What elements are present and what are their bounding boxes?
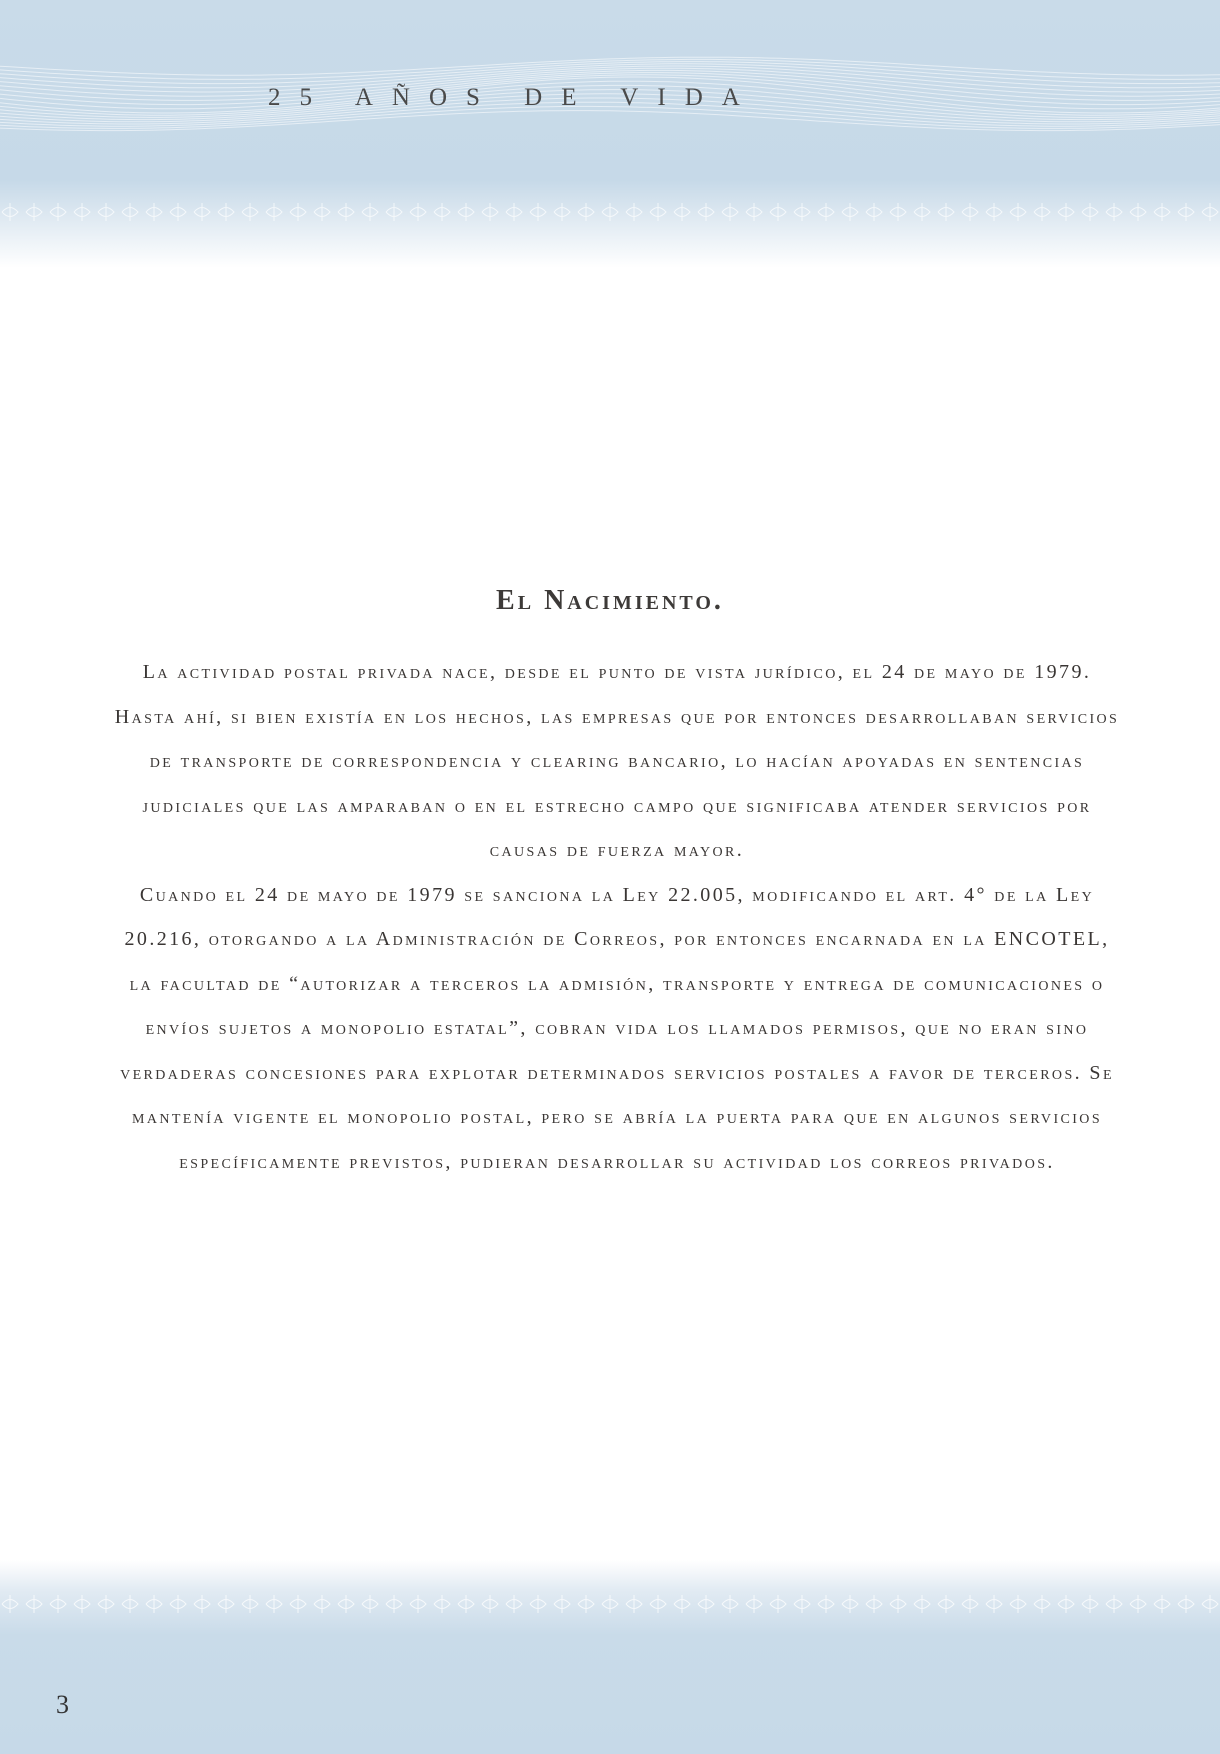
paragraph-2: Cuando el 24 de mayo de 1979 se sanciona la Ley 22.005, modificando el art. 4° de la Ley 20.216, otorgando a la Administración de Correos, por entonces encarnada en la ENCOTEL, la facultad de “autorizar a terceros la admisión, transporte y entrega de comunicaciones o envíos sujetos a monopolio estatal”, cobran vida los llamados permisos, que no eran sino verdaderas concesiones para explotar determinados servicios postales a favor de terceros. Se mantenía vigente el monopolio postal, pero se abría la puerta para que en algunos servicios específicamente previstos, pudieran desarrollar su actividad los correos privados.: [120, 883, 1114, 1173]
ornament-pattern: [0, 1560, 1220, 1754]
wave-pattern: [0, 0, 1220, 270]
paragraph-1: La actividad postal privada nace, desde el punto de vista jurídico, el 24 de mayo de 1979. Hasta ahí, si bien existía en los hechos, las empresas que por entonces desarrollaban servicios de transporte de correspondencia y clearing bancario, lo hacían apoyadas en sentencias judiciales que las amparaban o en el estrecho campo que significaba atender servicios por causas de fuerza mayor.: [114, 661, 1120, 861]
section-title: El Nacimiento.: [496, 585, 724, 617]
body-text: [112, 650, 1122, 1184]
running-header: 25 AÑOS DE VIDA: [268, 84, 759, 111]
header-band: [0, 0, 1220, 270]
page-number: 3: [56, 1690, 69, 1719]
footer-band: [0, 1560, 1220, 1754]
